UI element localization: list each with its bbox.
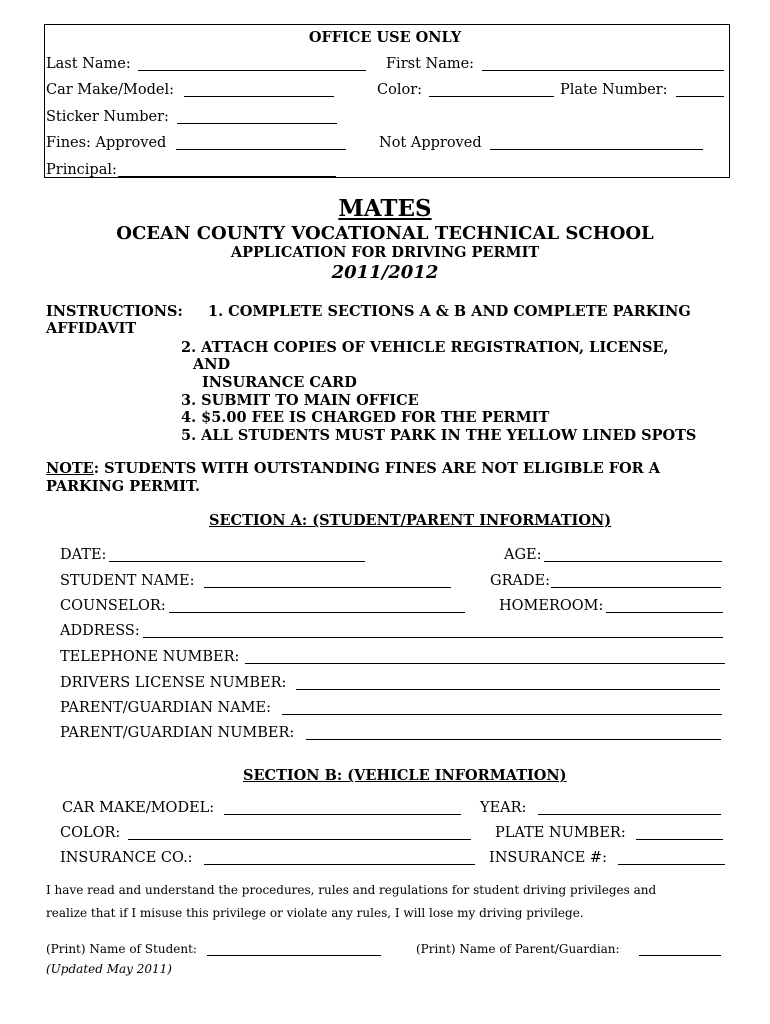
vehicle-plate-label: PLATE NUMBER: bbox=[495, 825, 626, 841]
vehicle-color-field[interactable] bbox=[128, 839, 471, 840]
office-car-make-label: Car Make/Model: bbox=[46, 82, 174, 98]
homeroom-field[interactable] bbox=[606, 612, 723, 613]
insurance-co-field[interactable] bbox=[204, 864, 475, 865]
counselor-label: COUNSELOR: bbox=[60, 598, 166, 614]
telephone-label: TELEPHONE NUMBER: bbox=[60, 649, 240, 665]
office-use-box bbox=[44, 24, 730, 178]
print-parent-label: (Print) Name of Parent/Guardian: bbox=[416, 942, 620, 956]
homeroom-label: HOMEROOM: bbox=[499, 598, 604, 614]
office-car-make-field[interactable] bbox=[184, 96, 334, 97]
print-student-field[interactable] bbox=[207, 955, 381, 956]
office-not-approved-label: Not Approved bbox=[379, 135, 482, 151]
print-student-label: (Print) Name of Student: bbox=[46, 942, 197, 956]
office-sticker-label: Sticker Number: bbox=[46, 109, 169, 125]
office-first-name-label: First Name: bbox=[386, 56, 475, 72]
note-text-1: : STUDENTS WITH OUTSTANDING FINES ARE NOT ELIGIBLE FOR A bbox=[93, 460, 660, 477]
instruction-2a: 2. ATTACH COPIES OF VEHICLE REGISTRATION, LICENSE, bbox=[181, 339, 669, 356]
vehicle-color-label: COLOR: bbox=[60, 825, 121, 841]
address-field[interactable] bbox=[143, 637, 723, 638]
telephone-field[interactable] bbox=[245, 663, 725, 664]
office-last-name-label: Last Name: bbox=[46, 56, 131, 72]
vehicle-make-label: CAR MAKE/MODEL: bbox=[62, 800, 215, 816]
application-title: APPLICATION FOR DRIVING PERMIT bbox=[230, 244, 540, 261]
office-plate-field[interactable] bbox=[676, 96, 724, 97]
updated-note: (Updated May 2011) bbox=[46, 962, 172, 976]
instruction-2c: INSURANCE CARD bbox=[202, 374, 357, 391]
print-parent-field[interactable] bbox=[639, 955, 721, 956]
office-fines-approved-label: Fines: Approved bbox=[46, 135, 167, 151]
counselor-field[interactable] bbox=[169, 612, 465, 613]
instruction-4: 4. $5.00 FEE IS CHARGED FOR THE PERMIT bbox=[181, 409, 550, 426]
instruction-3: 3. SUBMIT TO MAIN OFFICE bbox=[181, 392, 419, 409]
age-label: AGE: bbox=[504, 547, 542, 563]
office-color-field[interactable] bbox=[429, 96, 554, 97]
parent-number-field[interactable] bbox=[306, 739, 721, 740]
office-use-title: OFFICE USE ONLY bbox=[308, 29, 462, 46]
office-principal-field[interactable] bbox=[118, 176, 336, 177]
student-name-label: STUDENT NAME: bbox=[60, 573, 195, 589]
office-fines-approved-field[interactable] bbox=[176, 149, 346, 150]
school-year: 2011/2012 bbox=[331, 262, 439, 283]
age-field[interactable] bbox=[544, 561, 722, 562]
vehicle-make-field[interactable] bbox=[224, 814, 461, 815]
grade-label: GRADE: bbox=[490, 573, 551, 589]
statement-line-2: realize that if I misuse this privilege or violate any rules, I will lose my driving privilege. bbox=[46, 906, 584, 920]
parent-number-label: PARENT/GUARDIAN NUMBER: bbox=[60, 725, 295, 741]
office-color-label: Color: bbox=[377, 82, 423, 98]
insurance-number-field[interactable] bbox=[618, 864, 725, 865]
vehicle-year-label: YEAR: bbox=[480, 800, 527, 816]
drivers-license-label: DRIVERS LICENSE NUMBER: bbox=[60, 675, 287, 691]
grade-field[interactable] bbox=[551, 587, 721, 588]
date-field[interactable] bbox=[109, 561, 365, 562]
note-text-2: PARKING PERMIT. bbox=[46, 478, 201, 495]
note-line-1 bbox=[46, 460, 660, 477]
vehicle-year-field[interactable] bbox=[538, 814, 721, 815]
insurance-co-label: INSURANCE CO.: bbox=[60, 850, 193, 866]
section-a-title: SECTION A: (STUDENT/PARENT INFORMATION) bbox=[209, 512, 612, 529]
date-label: DATE: bbox=[60, 547, 107, 563]
office-principal-label: Principal: bbox=[46, 162, 117, 178]
student-name-field[interactable] bbox=[204, 587, 451, 588]
office-not-approved-field[interactable] bbox=[490, 149, 703, 150]
vehicle-plate-field[interactable] bbox=[636, 839, 723, 840]
mates-title: MATES bbox=[338, 195, 432, 222]
instruction-1b: AFFIDAVIT bbox=[46, 320, 137, 337]
office-last-name-field[interactable] bbox=[138, 70, 366, 71]
instruction-5: 5. ALL STUDENTS MUST PARK IN THE YELLOW LINED SPOTS bbox=[181, 427, 697, 444]
instructions-label: INSTRUCTIONS: bbox=[46, 303, 183, 320]
statement-line-1: I have read and understand the procedures, rules and regulations for student driving privileges and bbox=[46, 883, 657, 897]
parent-name-label: PARENT/GUARDIAN NAME: bbox=[60, 700, 271, 716]
instruction-2b: AND bbox=[193, 356, 231, 373]
insurance-number-label: INSURANCE #: bbox=[489, 850, 607, 866]
instruction-1a: 1. COMPLETE SECTIONS A & B AND COMPLETE PARKING bbox=[208, 303, 691, 320]
note-label: NOTE bbox=[46, 460, 94, 477]
office-sticker-field[interactable] bbox=[177, 123, 337, 124]
office-first-name-field[interactable] bbox=[482, 70, 724, 71]
drivers-license-field[interactable] bbox=[296, 689, 720, 690]
office-plate-label: Plate Number: bbox=[560, 82, 668, 98]
school-name: OCEAN COUNTY VOCATIONAL TECHNICAL SCHOOL bbox=[116, 223, 654, 244]
section-b-title: SECTION B: (VEHICLE INFORMATION) bbox=[243, 767, 567, 784]
address-label: ADDRESS: bbox=[60, 623, 140, 639]
parent-name-field[interactable] bbox=[282, 714, 722, 715]
